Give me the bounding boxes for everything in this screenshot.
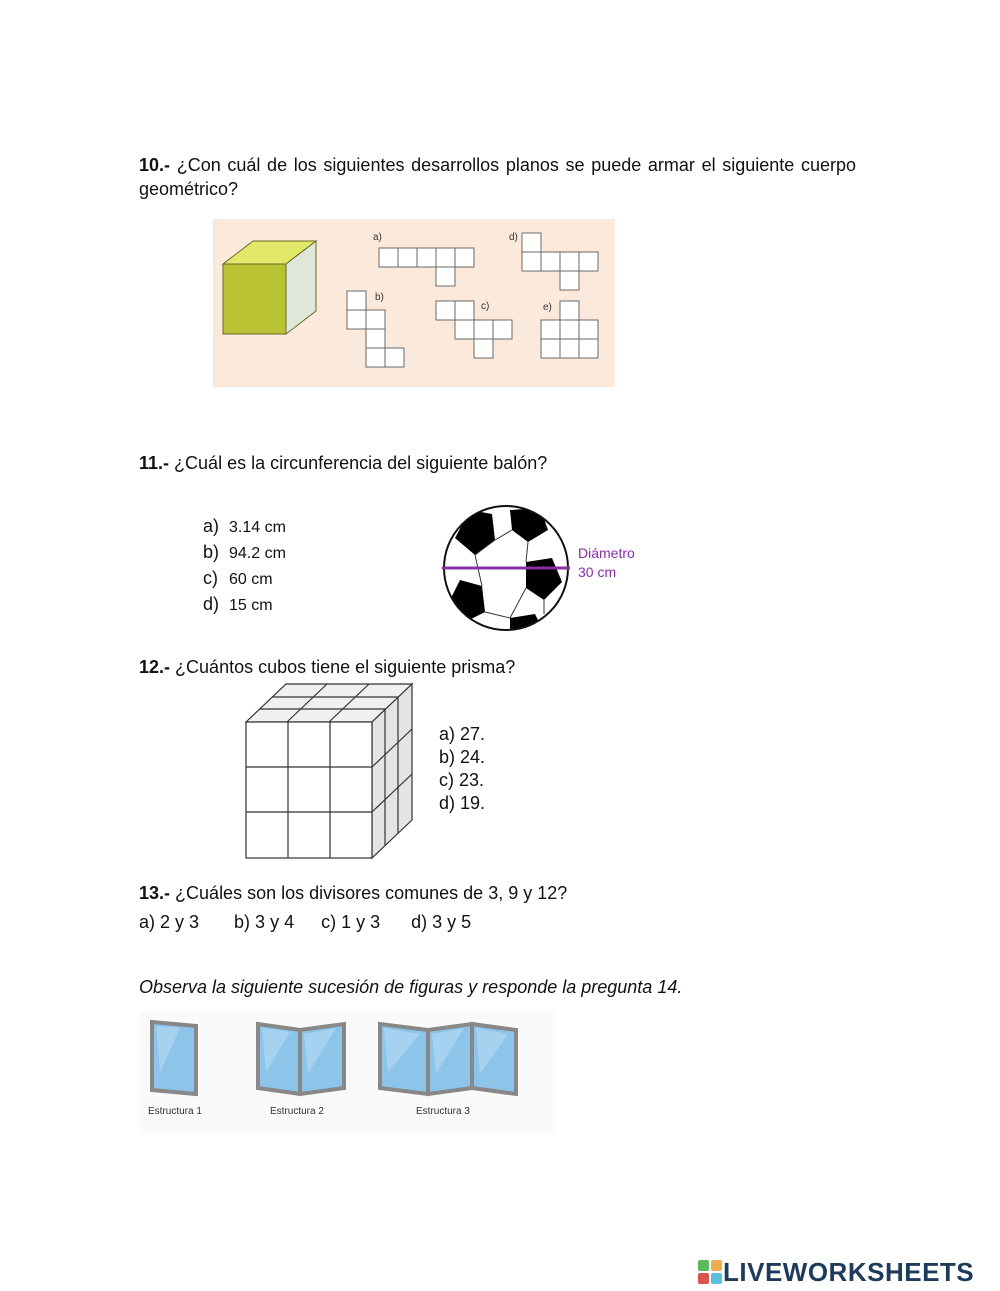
option-letter: d) [203, 594, 220, 614]
answer-option[interactable]: b) 24. [439, 747, 486, 767]
answer-option[interactable]: d) 3 y 5 [411, 912, 472, 932]
cube-and-nets-illustration [213, 219, 615, 387]
structure-caption-1: Estructura 1 [148, 1106, 202, 1117]
net-label-e: e) [543, 302, 552, 313]
answer-option[interactable]: a) 2 y 3 [139, 912, 200, 932]
question-12 [139, 655, 515, 679]
net-label-d: d) [509, 232, 518, 243]
question-text: ¿Cuál es la circunferencia del siguiente balón? [174, 453, 548, 473]
net-label-a: a) [373, 232, 382, 243]
option-value: 60 cm [229, 571, 273, 588]
nets-figure [213, 219, 615, 387]
option-letter: c) [203, 568, 218, 588]
option-value: 94.2 cm [229, 545, 286, 562]
answer-option[interactable]: a) 27. [439, 724, 486, 744]
answer-options [439, 723, 485, 815]
cube-icon [223, 241, 316, 334]
soccer-ball-figure [440, 500, 660, 635]
liveworksheets-logo[interactable] [697, 1258, 974, 1286]
answer-option[interactable]: c) 23. [439, 770, 485, 790]
answer-option[interactable] [203, 514, 286, 540]
question-text: ¿Cuántos cubos tiene el siguiente prisma? [175, 657, 516, 677]
diameter-value: 30 cm [578, 564, 617, 580]
option-letter: b) [203, 542, 220, 562]
soccer-ball-icon [440, 500, 660, 635]
question-number: 11.- [139, 453, 170, 473]
question-11 [139, 451, 547, 475]
structure-caption-3: Estructura 3 [416, 1106, 470, 1117]
liveworksheets-icon [697, 1259, 723, 1285]
question-13 [139, 881, 567, 905]
logo-text: LIVEWORKSHEETS [723, 1256, 975, 1287]
glass-panels-illustration [140, 1012, 555, 1134]
option-value: 3.14 cm [229, 519, 286, 536]
question-14-intro: Observa la siguiente sucesión de figuras y responde la pregunta 14. [139, 977, 683, 997]
answer-option[interactable]: d) 19. [439, 793, 486, 813]
answer-option[interactable]: b) 3 y 4 [234, 912, 295, 932]
question-number: 12.- [139, 657, 171, 677]
answer-option[interactable] [203, 592, 286, 618]
question-text: ¿Con cuál de los siguientes desarrollos planos se puede armar el siguiente cuerpo geométrico? [139, 155, 856, 199]
answer-option[interactable]: c) 1 y 3 [321, 912, 381, 932]
question-text: ¿Cuáles son los divisores comunes de 3, 9 y 12? [175, 883, 568, 903]
option-value: 15 cm [229, 597, 273, 614]
cube-prism-icon [240, 680, 420, 862]
question-10 [139, 153, 856, 201]
structure-caption-2: Estructura 2 [270, 1106, 324, 1117]
net-label-c: c) [481, 301, 490, 312]
answer-option[interactable] [203, 540, 286, 566]
question-number: 13.- [139, 883, 171, 903]
answer-option[interactable] [203, 566, 286, 592]
diameter-label: Diámetro [578, 545, 635, 561]
net-label-b: b) [375, 292, 384, 303]
answer-options [203, 514, 286, 618]
question-number: 10.- [139, 155, 171, 175]
prism-figure [240, 680, 420, 862]
option-letter: a) [203, 516, 220, 536]
answer-options [139, 910, 501, 934]
structures-figure [140, 1012, 555, 1134]
